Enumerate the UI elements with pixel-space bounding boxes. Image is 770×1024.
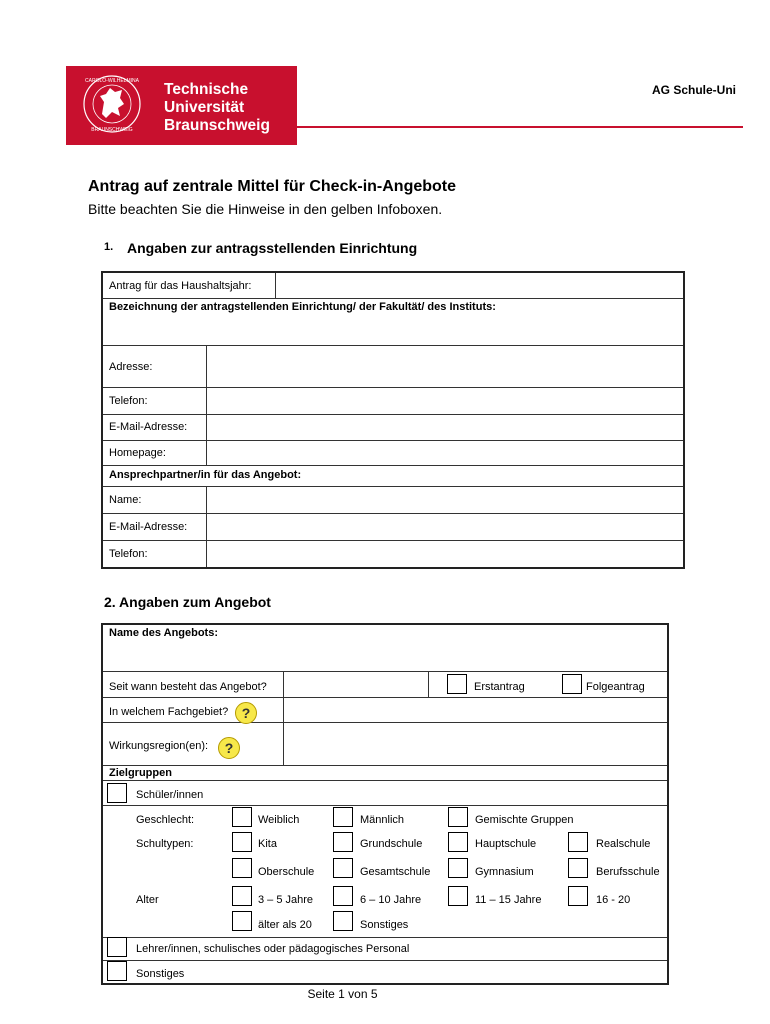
- geschlecht-label: Geschlecht:: [136, 814, 195, 826]
- weiblich-label: Weiblich: [258, 814, 300, 826]
- zielgruppen-label: Zielgruppen: [109, 767, 172, 779]
- schueler-label: Schüler/innen: [136, 789, 204, 801]
- name-field[interactable]: [208, 488, 682, 512]
- realschule-checkbox[interactable]: [568, 832, 588, 852]
- svg-text:BRAUNSCHWEIG: BRAUNSCHWEIG: [91, 127, 133, 133]
- hauptschule-checkbox[interactable]: [448, 832, 468, 852]
- telefon-label: Telefon:: [109, 395, 148, 407]
- realschule-label: Realschule: [596, 838, 651, 850]
- homepage-label: Homepage:: [109, 447, 166, 459]
- svg-text:CAROLO-WILHELMINA: CAROLO-WILHELMINA: [85, 78, 139, 84]
- age-6-10-label: 6 – 10 Jahre: [360, 894, 422, 906]
- fachgebiet-label: In welchem Fachgebiet?: [109, 706, 229, 718]
- erstantrag-checkbox[interactable]: [447, 674, 467, 694]
- grundschule-checkbox[interactable]: [333, 832, 353, 852]
- gesamtschule-label: Gesamtschule: [360, 866, 431, 878]
- hauptschule-label: Hauptschule: [475, 838, 537, 850]
- adresse-label: Adresse:: [109, 361, 153, 373]
- help-icon[interactable]: ?: [235, 702, 257, 724]
- bezeichnung-label: Bezeichnung der antragstellenden Einrichtung/ der Fakultät/ des Instituts:: [109, 301, 496, 313]
- sonstiges-checkbox[interactable]: [107, 961, 127, 981]
- university-seal-icon: [82, 74, 142, 134]
- maennlich-checkbox[interactable]: [333, 807, 353, 827]
- folgeantrag-checkbox[interactable]: [562, 674, 582, 694]
- section-1-number: 1.: [104, 241, 114, 253]
- fachgebiet-field[interactable]: [285, 699, 666, 721]
- berufsschule-checkbox[interactable]: [568, 858, 588, 878]
- section-2-heading: 2. Angaben zum Angebot: [104, 594, 271, 610]
- lehrer-label: Lehrer/innen, schulisches oder pädagogisches Personal: [136, 943, 410, 955]
- folgeantrag-label: Folgeantrag: [586, 681, 645, 693]
- region-label: Wirkungsregion(en):: [109, 740, 209, 752]
- bezeichnung-field[interactable]: [104, 316, 682, 344]
- haushaltsjahr-label: Antrag für das Haushaltsjahr:: [109, 280, 252, 292]
- sonstiges-label: Sonstiges: [136, 968, 185, 980]
- kita-label: Kita: [258, 838, 277, 850]
- contact-email-label: E-Mail-Adresse:: [109, 521, 188, 533]
- erstantrag-label: Erstantrag: [474, 681, 525, 693]
- org-unit: AG Schule-Uni: [651, 83, 736, 97]
- seit-field[interactable]: [285, 673, 427, 696]
- kita-checkbox[interactable]: [232, 832, 252, 852]
- age-over-20-label: älter als 20: [258, 919, 312, 931]
- angebotsname-label: Name des Angebots:: [109, 627, 219, 639]
- age-sonstiges-checkbox[interactable]: [333, 911, 353, 931]
- seit-label: Seit wann besteht das Angebot?: [109, 681, 267, 693]
- logo-line-3: Braunschweig: [164, 117, 270, 134]
- age-16-20-checkbox[interactable]: [568, 886, 588, 906]
- help-icon[interactable]: ?: [218, 737, 240, 759]
- gesamtschule-checkbox[interactable]: [333, 858, 353, 878]
- section-1-heading: Angaben zur antragsstellenden Einrichtung: [127, 240, 418, 256]
- grundschule-label: Grundschule: [360, 838, 423, 850]
- gymnasium-label: Gymnasium: [475, 866, 534, 878]
- maennlich-label: Männlich: [360, 814, 405, 826]
- ansprechpartner-label: Ansprechpartner/in für das Angebot:: [109, 469, 302, 481]
- page-title: Antrag auf zentrale Mittel für Check-in-Angebote: [88, 178, 457, 195]
- contact-email-field[interactable]: [208, 515, 682, 539]
- gymnasium-checkbox[interactable]: [448, 858, 468, 878]
- telefon-field[interactable]: [208, 389, 682, 413]
- age-11-15-checkbox[interactable]: [448, 886, 468, 906]
- gemischt-checkbox[interactable]: [448, 807, 468, 827]
- schueler-checkbox[interactable]: [107, 783, 127, 803]
- homepage-field[interactable]: [208, 442, 682, 464]
- schultypen-label: Schultypen:: [136, 838, 194, 850]
- region-field[interactable]: [285, 724, 666, 764]
- logo-line-1: Technische: [164, 81, 249, 98]
- haushaltsjahr-field[interactable]: [277, 274, 683, 297]
- contact-telefon-label: Telefon:: [109, 548, 148, 560]
- contact-telefon-field[interactable]: [208, 542, 682, 566]
- email-label: E-Mail-Adresse:: [109, 421, 188, 433]
- gemischt-label: Gemischte Gruppen: [475, 814, 574, 826]
- alter-label: Alter: [136, 894, 159, 906]
- name-label: Name:: [109, 494, 142, 506]
- logo-line-2: Universität: [164, 99, 245, 116]
- email-field[interactable]: [208, 416, 682, 439]
- page-number: Seite 1 von 5: [307, 987, 378, 1001]
- age-3-5-label: 3 – 5 Jahre: [258, 894, 314, 906]
- lehrer-checkbox[interactable]: [107, 937, 127, 957]
- age-11-15-label: 11 – 15 Jahre: [475, 894, 542, 906]
- age-3-5-checkbox[interactable]: [232, 886, 252, 906]
- berufsschule-label: Berufsschule: [596, 866, 660, 878]
- header-rule: [297, 126, 743, 128]
- age-6-10-checkbox[interactable]: [333, 886, 353, 906]
- age-sonstiges-label: Sonstiges: [360, 919, 409, 931]
- age-over-20-checkbox[interactable]: [232, 911, 252, 931]
- adresse-field[interactable]: [208, 347, 682, 386]
- angebotsname-field[interactable]: [104, 642, 666, 670]
- age-16-20-label: 16 - 20: [596, 894, 631, 906]
- page-subtitle: Bitte beachten Sie die Hinweise in den gelben Infoboxen.: [88, 201, 443, 217]
- oberschule-checkbox[interactable]: [232, 858, 252, 878]
- oberschule-label: Oberschule: [258, 866, 315, 878]
- weiblich-checkbox[interactable]: [232, 807, 252, 827]
- tu-braunschweig-logo: [66, 66, 297, 145]
